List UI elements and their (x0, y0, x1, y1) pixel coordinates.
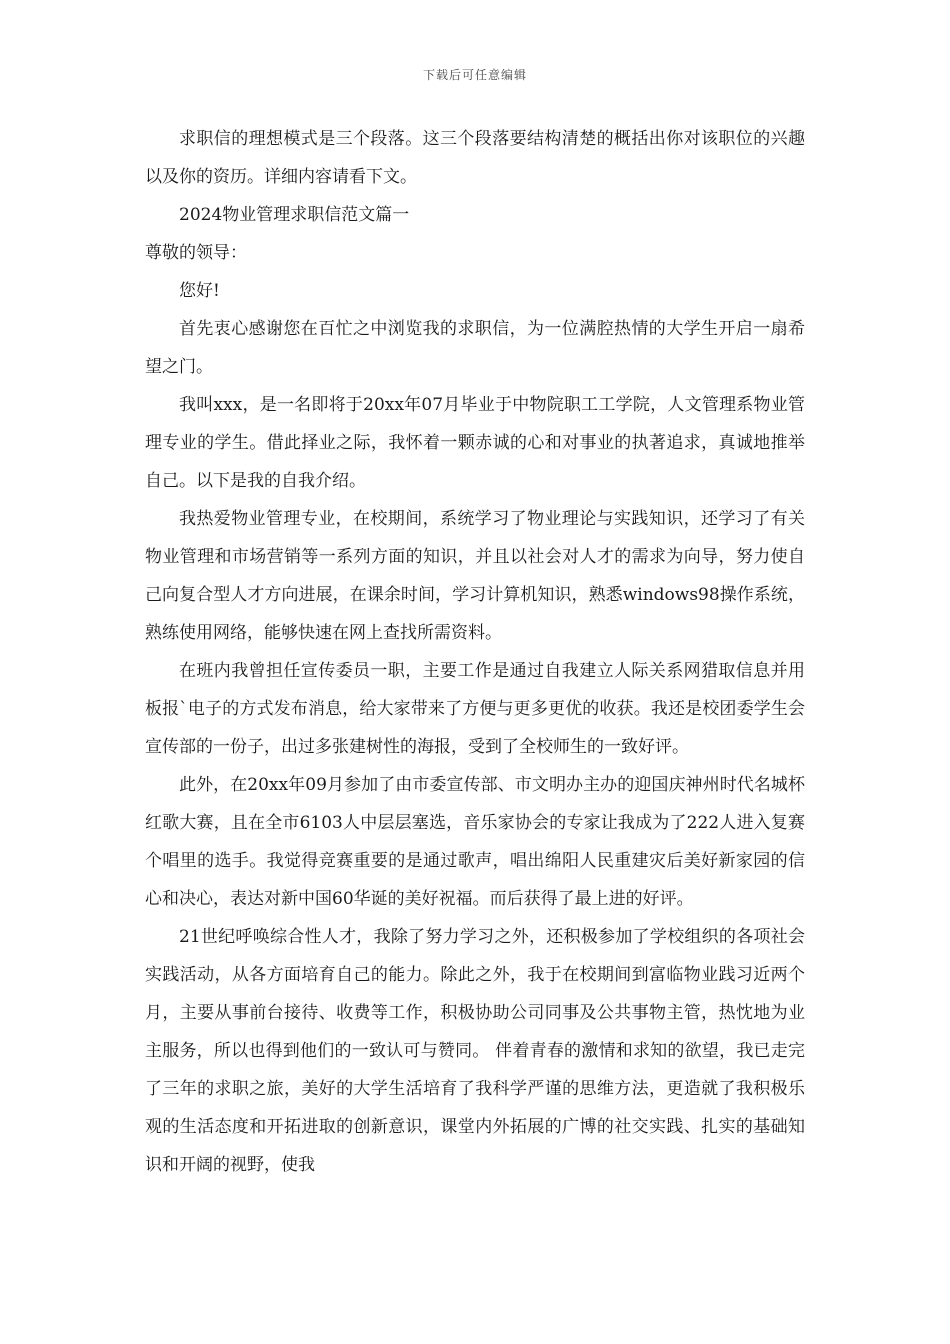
section-title: 2024物业管理求职信范文篇一 (179, 205, 410, 225)
document-body (145, 120, 805, 1184)
salutation: 尊敬的领导： (145, 243, 247, 263)
paragraph: 21世纪呼唤综合性人才，我除了努力学习之外，还积极参加了学校组织的各项社会实践活动，从各方面培育自己的能力。除此之外，我于在校期间到富临物业践习近两个月，主要从事前台接待、收费等工作，积极协助公司同事及公共事物主管，热忱地为业主服务，所以也得到他们的一致认可与赞同。 伴着青春的激情和求知的欲望，我已走完了三年的求职之旅，美好的大学生活培育了我科学严谨的思维方法，更造就了我积极乐观的生活态度和开拓进取的创新意识，课堂内外拓展的广博的社交实践、扎实的基础知识和开阔的视野，使我 (145, 927, 805, 1175)
paragraph: 我叫xxx，是一名即将于20xx年07月毕业于中物院职工工学院，人文管理系物业管理专业的学生。借此择业之际，我怀着一颗赤诚的心和对事业的执著追求，真诚地推举自己。以下是我的自我介绍。 (145, 395, 805, 491)
paragraph: 首先衷心感谢您在百忙之中浏览我的求职信，为一位满腔热情的大学生开启一扇希望之门。 (145, 319, 805, 377)
paragraph: 求职信的理想模式是三个段落。这三个段落要结构清楚的概括出你对该职位的兴趣以及你的资历。详细内容请看下文。 (145, 129, 805, 187)
paragraph: 在班内我曾担任宣传委员一职，主要工作是通过自我建立人际关系网猎取信息并用板报`电子的方式发布消息，给大家带来了方便与更多更优的收获。我还是校团委学生会宣传部的一份子，出过多张建树性的海报，受到了全校师生的一致好评。 (145, 661, 805, 757)
paragraph: 此外，在20xx年09月参加了由市委宣传部、市文明办主办的迎国庆神州时代名城杯红歌大赛，且在全市6103人中层层塞选，音乐家协会的专家让我成为了222人进入复赛个唱里的选手。我觉得竞赛重要的是通过歌声，唱出绵阳人民重建灾后美好新家园的信心和决心，表达对新中国60华诞的美好祝福。而后获得了最上进的好评。 (145, 775, 805, 909)
greeting: 您好! (179, 281, 220, 301)
header-note: 下载后可任意编辑 (422, 68, 527, 82)
paragraph: 我热爱物业管理专业，在校期间，系统学习了物业理论与实践知识，还学习了有关物业管理和市场营销等一系列方面的知识，并且以社会对人才的需求为向导，努力使自己向复合型人才方向进展，在课余时间，学习计算机知识，熟悉windows98操作系统，熟练使用网络，能够快速在网上查找所需资料。 (145, 509, 805, 643)
